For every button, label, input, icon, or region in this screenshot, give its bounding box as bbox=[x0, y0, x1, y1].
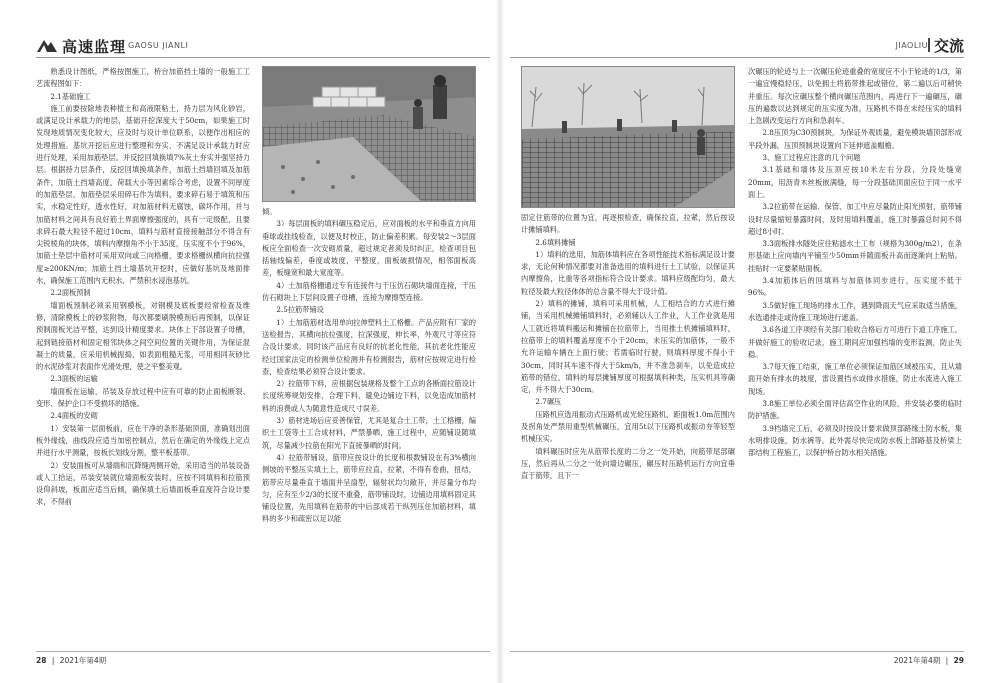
paragraph: 3.8施工单位必须全面评估高空作业的风险，并安装必要的临时防护措施。 bbox=[748, 399, 962, 421]
section-heading: 2.4面板的安砌 bbox=[50, 411, 98, 421]
paragraph: 1）填料的选用，加筋体填料应在各项性能技术指标满足设计要求，无论何种情况都要对准备选用的填料进行土工试验，以保证其内摩擦角，比重等各项指标符合设计要求。填料应级配均匀，最大粒径及最大粒径体体的总含量不得大于设计值。 bbox=[521, 249, 735, 296]
paragraph: 4）拉筋带铺设，筋带应按设计的长度和根数铺设在有3%横向侧坡的平整压实填土上，筋带应拉直，拉紧，不得有卷曲，扭结，筋带应尽量垂直于墙面并呈扇型，辐射状均匀敞开，并尽量分布均匀，应有至少2/3的长度不重叠，筋带铺设时，边铺边用填料固定其铺设位置，先用填料在筋带的中后部成若干纵列压住加筋材料，填料的多少和疏密以足以能 bbox=[262, 452, 476, 524]
paragraph: 3.2拉筋带在运输、保管、加工中应尽量防止阳光照射，筋带铺设时尽量缩短暴露时间，及时用填料覆盖，施工时暴露总时间不得超过8小时。 bbox=[748, 202, 962, 236]
paragraph: 填料碾压时应先从筋带长度的二分之一处开始，向筋带尾部碾压，然后再从二分之一处向墙边碾压，碾压时压路机运行方向宜垂直于筋带，且下一 bbox=[521, 446, 735, 481]
paragraph: 4）土加筋格栅通过专有连接件与干压仿石砌块墙面连接，干压仿石砌块上下层间设置子母槽，连接为摩擦型连接。 bbox=[262, 280, 476, 303]
page-number-right: 29 bbox=[953, 656, 964, 665]
paragraph: 1）土加筋筋材选用单向拉伸塑料土工格栅。产品应附有厂家的送检报告，其横向抗拉强度，拉深强度，伸长率，外观尺寸等应符合设计要求，同时该产品应有良好的抗老化性能，其抗老化性能应经过国家法定的检测单位检测并有检测报告，筋材应按规定进行检查，检查结果必须符合设计要求。 bbox=[262, 317, 476, 376]
footer-left: 28 | 2021年第4期 bbox=[36, 656, 107, 665]
paragraph: 墙面板在运输、吊装及存放过程中应有可靠的防止面板断裂、变形、保护企口不受损坏的措施。 bbox=[36, 386, 250, 409]
section-heading: 2.7碾压 bbox=[535, 397, 562, 407]
paragraph: 2.8压顶为C30预制块，为保证外观质量，避免模块墙顶部形成平段外漏，压顶预制块设置向下延伸遮盖帽檐。 bbox=[748, 128, 962, 150]
journal-title: 高速监理 bbox=[62, 38, 127, 56]
paragraph: 3）筋材进场后应妥善保管，尤其是复合土工带，土工格栅，编织土工袋等土工合成材料，严禁暴晒，施工过程中，应随铺设随填筑，尽量减少拉筋在阳光下直接暴晒的时间。 bbox=[262, 416, 476, 450]
issue-right: 2021年第4期 bbox=[893, 656, 941, 665]
journal-title-en: GAOSU JIANLI bbox=[128, 41, 189, 50]
journal-logo-icon bbox=[36, 36, 58, 54]
paragraph: 次碾压的轮迹与上一次碾压轮迹重叠的宽度应不小于轮迹的1/3，第一遍宜慢稳轻压，以免拥土将筋带推起或错位，第二遍以后可稍快并重压。每次应碾压整个横向碾压范围内，再进行下一遍碾压，碾压的遍数以达到规定的压实度为准，压路机不得在未经压实的填料上急剧改变运行方向和急刹车。 bbox=[748, 67, 962, 126]
footer-rule-left bbox=[36, 651, 490, 652]
construction-photo-1 bbox=[263, 67, 476, 202]
section-title: 交流 bbox=[933, 37, 964, 55]
paragraph: 压路机应选用振动式压路机或光轮压路机，距面板1.0m范围内及拐角处严禁用重型机械碾压，宜用5t以下压路机或振动夯等轻型机械压实。 bbox=[521, 409, 735, 444]
paragraph: 2）安装面板可从墙端和沉降缝两侧开始，采用适当的吊装设备或人工拾运，吊装安装就位墙面板安装时，应按不同填料和拉筋预设仰斜坡，板面应适当后倾，确保填土后墙面板垂直度符合设计要求，不得前 bbox=[36, 460, 250, 507]
text-column-2 bbox=[262, 206, 476, 651]
page-gutter bbox=[496, 0, 504, 683]
paragraph: 墙面板预制必须采用钢模板，对钢模及底板要经常检查及维修，清除模板上的砂浆附物，每次都要刷脱模剂后再预制，以保证预制面板光洁平整，达到设计精度要求。块体上下部设置子母槽，起到链接筋材和固定相邻块体之间空间位置的关键作用，为保证混凝土的质量，应采用机械振捣，如表面粗糙无浆，可用相同灰砂比的水泥砂浆对表面作光滑处理，使之平整美观。 bbox=[36, 300, 250, 372]
section-heading: 2.5拉筋带铺设 bbox=[276, 305, 324, 315]
text-column-4 bbox=[748, 66, 962, 611]
paragraph: 3.6各道工序项经有关部门验收合格后方可进行下道工序施工，并做好施工的验收记录，施工期间应加强档墙的变形监测，防止失稳。 bbox=[748, 325, 962, 359]
section-label-en: JIAOLIU bbox=[895, 41, 928, 50]
paragraph: 3）每层面板的填料碾压稳定后，应对面板的水平和垂直方向用垂球或挂线检查，以便及时校正，防止偏差积累。每安装2～3层面板应全面检查一次安砌质量，超过规定者须及时纠正，检查项目包括轴线偏差，垂度或坡度，平整度，面板破损情况，相邻面板高差，板缝宽和最大宽度等。 bbox=[262, 219, 476, 278]
section-divider bbox=[928, 38, 930, 52]
paragraph: 3.4加筋体后的回填料与加筋体同步进行，压实度不低于96%。 bbox=[748, 276, 962, 298]
paragraph: 2）填料的摊铺，填料可采用机械，人工相结合的方式进行摊铺，当采用机械摊铺填料时，必须辅以人工作业，人工作业就是用人工就近将填料搬运和摊铺在拉筋带上，当用推土机摊铺填料时，拉筋带上的填料覆盖厚度不小于20cm，未压实的加筋体，一般不允许运输车辆在上面行驶；若需临时行驶，则填料厚度不得小于30cm，同时其车速不得大于5km/h，并不准急刹车，以免造成拉筋带的错位，填料的每层摊铺厚度可根据填料种类，压实机具等确定，并不得大于30cm。 bbox=[521, 299, 735, 395]
issue-left: 2021年第4期 bbox=[59, 656, 107, 665]
text-column-3 bbox=[521, 212, 735, 651]
paragraph: 施工前要按除地表种植土和高液限粘土，持力层为风化砂岩，或满足设计承载力的地层，基础开挖深度大于50cm，如果施工时发现地质情况变化较大，应及时与设计单位联系，以便作出相应的处理措施。基坑开挖后应进行整理和夯实，不满足设计承载力时应进行处理，采用加筋垫层。并反挖回填换填7%灰土夯实并强坚持力层。根据持力层条件，反挖回填换填条件，加筋土挡墙回填及加筋条件，加筋土挡墙高度，荷载大小等因素综合考虑，设置不同厚度的加筋垫层，加筋垫层采用碎石作为填料，要求碎石易于填筑和压实，水稳定性好，透水性好，对加筋材料无腐蚀，碳坏作用，并与加筋材料之间具有良好筋土界面摩擦强度的，具有一定级配，且要求碎石最大粒径不超过10cm，填料与筋材直接接触部分不得含有尖锐棱角的块体，填料内摩擦角不小于35度，压实度不小于96%，加筋土垫层中筋材可采用双向或三向格栅，要求格栅纵横向抗拉强度≥200KN/m；加筋土挡土墙基坑开挖时，应做好基坑及地面排水，确保施工范围内无积水，严禁积水浸泡基坑。 bbox=[36, 103, 250, 286]
photo-geogrid-laying bbox=[521, 66, 735, 208]
paragraph: 3.9档墙完工后，必须及时按设计要求做顶部路缘土防水板，集水明排设施，防水裤等。此外需尽快完成防水板上部路基及桥梁上部结构工程施工，以保护桥台防水相关措施。 bbox=[748, 423, 962, 458]
page-number-left: 28 bbox=[36, 656, 47, 665]
header-rule-left bbox=[36, 57, 490, 58]
paragraph: 熟悉设计图纸，严格按图施工，桥台加筋挡土墙的一般施工工艺流程图如下： bbox=[36, 67, 250, 89]
text-column-1 bbox=[36, 66, 250, 651]
paragraph: 固定住筋带的位置为宜，再逐根检查，确保拉直，拉紧，然后按设计摊铺填料。 bbox=[521, 213, 735, 235]
paragraph: 3.5做好施工现场的排水工作，遇到降雨天气应采取适当措施，水选通排走或待施工现场进行遮盖。 bbox=[748, 300, 962, 322]
paragraph: 3.1基础和墙体及压顶应按10米左右分段，分段处缝宽20mm，用沥青木丝板嵌满缝，每一分段基础顶面应位于同一水平面上。 bbox=[748, 165, 962, 199]
section-heading: 2.3面板的运输 bbox=[50, 374, 98, 384]
header-rule-right bbox=[510, 57, 964, 58]
section-heading: 2.2面板预制 bbox=[50, 288, 91, 298]
paragraph: 3.3面板排水隧处应往粘滤水土工布（规格为300g/m2），在条形基础上应向墙内平铺至少50mm并随面板升高而逐渐向上粘贴。挂贴时一定要紧贴面板。 bbox=[748, 239, 962, 273]
paragraph: 1）安装第一层面板前，应在干净的条形基础顶面，准确划出面板外缘线，曲线段应适当加密控制点，然后在确定的外缘线上定点并进行水平测量，按板长划线分割，整平板基带。 bbox=[36, 423, 250, 458]
paragraph: 3.7每天施工结束，施工单位必须保证加筋区域被压实，且从墙面开始有排水的坡度，雷设置挡水或排水措施，防止水流进入施工现场。 bbox=[748, 362, 962, 396]
section-heading: 2.6填料摊铺 bbox=[535, 237, 576, 247]
construction-photo-2 bbox=[522, 67, 735, 208]
section-heading: 3、施工过程应注意的几个问题 bbox=[762, 153, 861, 163]
paragraph: 2）拉筋带下料，应根据包装规格及整个工点的各断面拉筋设计长度统筹规划安排，合理下料，避免边铺边下料，以免造成加筋材料的浪费或人为随意性造成尺寸误差。 bbox=[262, 379, 476, 413]
section-heading: 2.1基础施工 bbox=[50, 91, 91, 101]
footer-right: 2021年第4期 | 29 bbox=[893, 656, 964, 665]
photo-wall-construction bbox=[262, 66, 476, 202]
paragraph: 倾。 bbox=[262, 207, 277, 216]
footer-rule-right bbox=[510, 651, 964, 652]
